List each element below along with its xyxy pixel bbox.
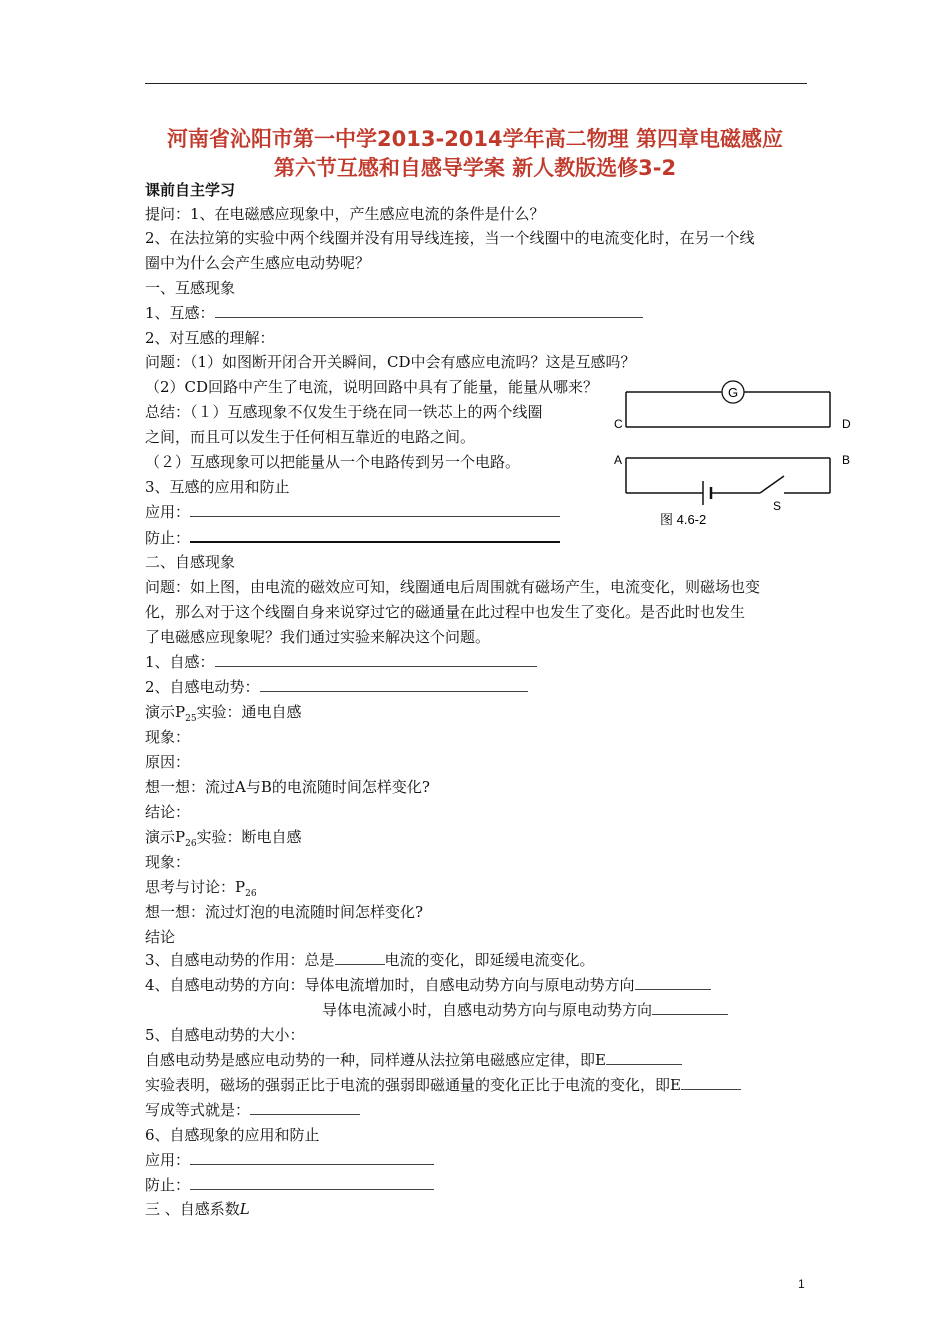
page-title-line-1: 河南省沁阳市第一中学2013-2014学年高二物理 第四章电磁感应 bbox=[167, 127, 783, 151]
emf-magnitude-blank-2[interactable] bbox=[681, 1075, 741, 1090]
page-title-line-2: 第六节互感和自感导学案 新人教版选修3-2 bbox=[273, 156, 677, 180]
summary-2: （２）互感现象可以把能量从一个电路传到另一个电路。 bbox=[145, 453, 521, 471]
self-emf bbox=[145, 677, 528, 697]
mutual-definition-label: 1、互感： bbox=[145, 304, 215, 322]
question-1: 提问：1、在电磁感应现象中，产生感应电流的条件是什么？ bbox=[145, 205, 545, 223]
prevent-blank-2[interactable] bbox=[190, 1175, 434, 1190]
self-definition-label: 1、自感： bbox=[145, 653, 215, 671]
label-d: D bbox=[842, 417, 851, 431]
self-emf-label: 2、自感电动势： bbox=[145, 678, 260, 696]
equation-label: 写成等式就是： bbox=[145, 1101, 251, 1119]
summary-1-line-2: 之间，而且可以发生于任何相互靠近的电路之间。 bbox=[145, 428, 476, 446]
emf-magnitude-text-2: 实验表明，磁场的强弱正比于电流的强弱即磁通量的变化正比于电流的变化，即E bbox=[145, 1076, 681, 1094]
discuss bbox=[145, 877, 257, 904]
mutual-apply-row bbox=[145, 502, 560, 522]
emf-effect bbox=[145, 950, 595, 970]
emf-magnitude-line-2 bbox=[145, 1075, 741, 1095]
mutual-definition-blank[interactable] bbox=[215, 303, 643, 318]
equation-line bbox=[145, 1100, 360, 1120]
apply-label: 应用： bbox=[145, 503, 191, 521]
apply-blank-2[interactable] bbox=[190, 1150, 434, 1165]
reason: 原因： bbox=[145, 753, 191, 771]
circuit-diagram bbox=[600, 372, 870, 532]
equation-blank[interactable] bbox=[250, 1100, 360, 1115]
prevent-blank[interactable] bbox=[190, 527, 560, 543]
demo-2-prefix: 演示P bbox=[145, 828, 186, 846]
part-1-heading: 一、互感现象 bbox=[145, 279, 236, 297]
mutual-apply-heading: 3、互感的应用和防止 bbox=[145, 478, 290, 496]
self-definition bbox=[145, 652, 537, 672]
emf-magnitude-text-1: 自感电动势是感应电动势的一种，同样遵从法拉第电磁感应定律，即E bbox=[145, 1051, 606, 1069]
mutual-prevent-row bbox=[145, 527, 560, 548]
question-2-line-1: 2、在法拉第的实验中两个线圈并没有用导线连接，当一个线圈中的电流变化时，在另一个线 bbox=[145, 229, 755, 247]
emf-direction-decrease bbox=[322, 1000, 728, 1020]
mutual-definition bbox=[145, 303, 643, 323]
figure-caption: 图 4.6-2 bbox=[660, 512, 707, 527]
self-emf-blank[interactable] bbox=[260, 677, 528, 692]
mutual-understanding: 2、对互感的理解： bbox=[145, 329, 275, 347]
question-2-line-2: 圈中为什么会产生感应电动势呢？ bbox=[145, 254, 371, 272]
emf-direction-increase bbox=[145, 975, 711, 995]
discuss-page: 26 bbox=[245, 889, 257, 899]
galvanometer-label: G bbox=[727, 385, 739, 400]
part-3-text: 三 、自感系数 bbox=[145, 1200, 240, 1218]
demo-1-prefix: 演示P bbox=[145, 703, 186, 721]
emf-effect-blank[interactable] bbox=[335, 950, 385, 965]
page-number: 1 bbox=[798, 1277, 805, 1291]
prevent-label: 防止： bbox=[145, 529, 191, 547]
think-2: 想一想：流过灯泡的电流随时间怎样变化? bbox=[145, 903, 424, 921]
emf-effect-prefix: 3、自感电动势的作用：总是 bbox=[145, 951, 335, 969]
emf-effect-suffix: 电流的变化，即延缓电流变化。 bbox=[384, 951, 595, 969]
think-1: 想一想：流过A与B的电流随时间怎样变化? bbox=[145, 778, 430, 796]
emf-direction-text: 4、自感电动势的方向：导体电流增加时，自感电动势方向与原电动势方向 bbox=[145, 976, 635, 994]
self-apply-row bbox=[145, 1150, 434, 1170]
demo-2-page: 26 bbox=[185, 839, 197, 849]
label-a: A bbox=[614, 453, 623, 467]
problem-3-line-3: 了电磁感应现象呢？我们通过实验来解决这个问题。 bbox=[145, 628, 491, 646]
self-prevent-row bbox=[145, 1175, 434, 1195]
problem-3-line-2: 化，那么对于这个线圈自身来说穿过它的磁通量在此过程中也发生了变化。是否此时也发生 bbox=[145, 603, 746, 621]
prevent-label-2: 防止： bbox=[145, 1176, 191, 1194]
emf-magnitude: 5、自感电动势的大小： bbox=[145, 1026, 305, 1044]
demo-2-title: 实验：断电自感 bbox=[196, 828, 302, 846]
phenomenon-1: 现象： bbox=[145, 728, 191, 746]
part-3-variable: L bbox=[239, 1200, 250, 1218]
problem-3-line-1: 问题：如上图，由电流的磁效应可知，线圈通电后周围就有磁场产生，电流变化，则磁场也变 bbox=[145, 578, 761, 596]
label-b: B bbox=[842, 453, 851, 467]
emf-magnitude-blank-1[interactable] bbox=[606, 1050, 682, 1065]
section-heading: 课前自主学习 bbox=[145, 181, 236, 199]
self-definition-blank[interactable] bbox=[215, 652, 537, 667]
emf-direction-increase-blank[interactable] bbox=[635, 975, 711, 990]
summary-1-line-1: 总结：（１）互感现象不仅发生于绕在同一铁芯上的两个线圈 bbox=[145, 403, 543, 421]
conclusion-1: 结论： bbox=[145, 803, 191, 821]
part-3-heading bbox=[145, 1199, 250, 1219]
demo-1 bbox=[145, 702, 302, 729]
problem-1: 问题：（1）如图断开闭合开关瞬间，CD中会有感应电流吗？这是互感吗？ bbox=[145, 353, 636, 371]
self-apply-heading: 6、自感现象的应用和防止 bbox=[145, 1126, 320, 1144]
demo-1-page: 25 bbox=[185, 714, 197, 724]
apply-label-2: 应用： bbox=[145, 1151, 191, 1169]
header-rule bbox=[145, 83, 807, 84]
part-2-heading: 二、自感现象 bbox=[145, 553, 236, 571]
emf-direction-decrease-blank[interactable] bbox=[652, 1000, 728, 1015]
demo-2 bbox=[145, 827, 302, 854]
emf-magnitude-line-1 bbox=[145, 1050, 682, 1070]
demo-1-title: 实验：通电自感 bbox=[196, 703, 302, 721]
switch-blade bbox=[760, 476, 784, 493]
phenomenon-2: 现象： bbox=[145, 853, 191, 871]
apply-blank[interactable] bbox=[190, 502, 560, 517]
emf-direction-decrease-text: 导体电流减小时，自感电动势方向与原电动势方向 bbox=[322, 1001, 653, 1019]
conclusion-2: 结论 bbox=[145, 928, 176, 946]
problem-2: （2）CD回路中产生了电流，说明回路中具有了能量，能量从哪来？ bbox=[145, 378, 599, 396]
label-s: S bbox=[773, 499, 782, 513]
label-c: C bbox=[614, 417, 623, 431]
discuss-prefix: 思考与讨论：P bbox=[145, 878, 246, 896]
